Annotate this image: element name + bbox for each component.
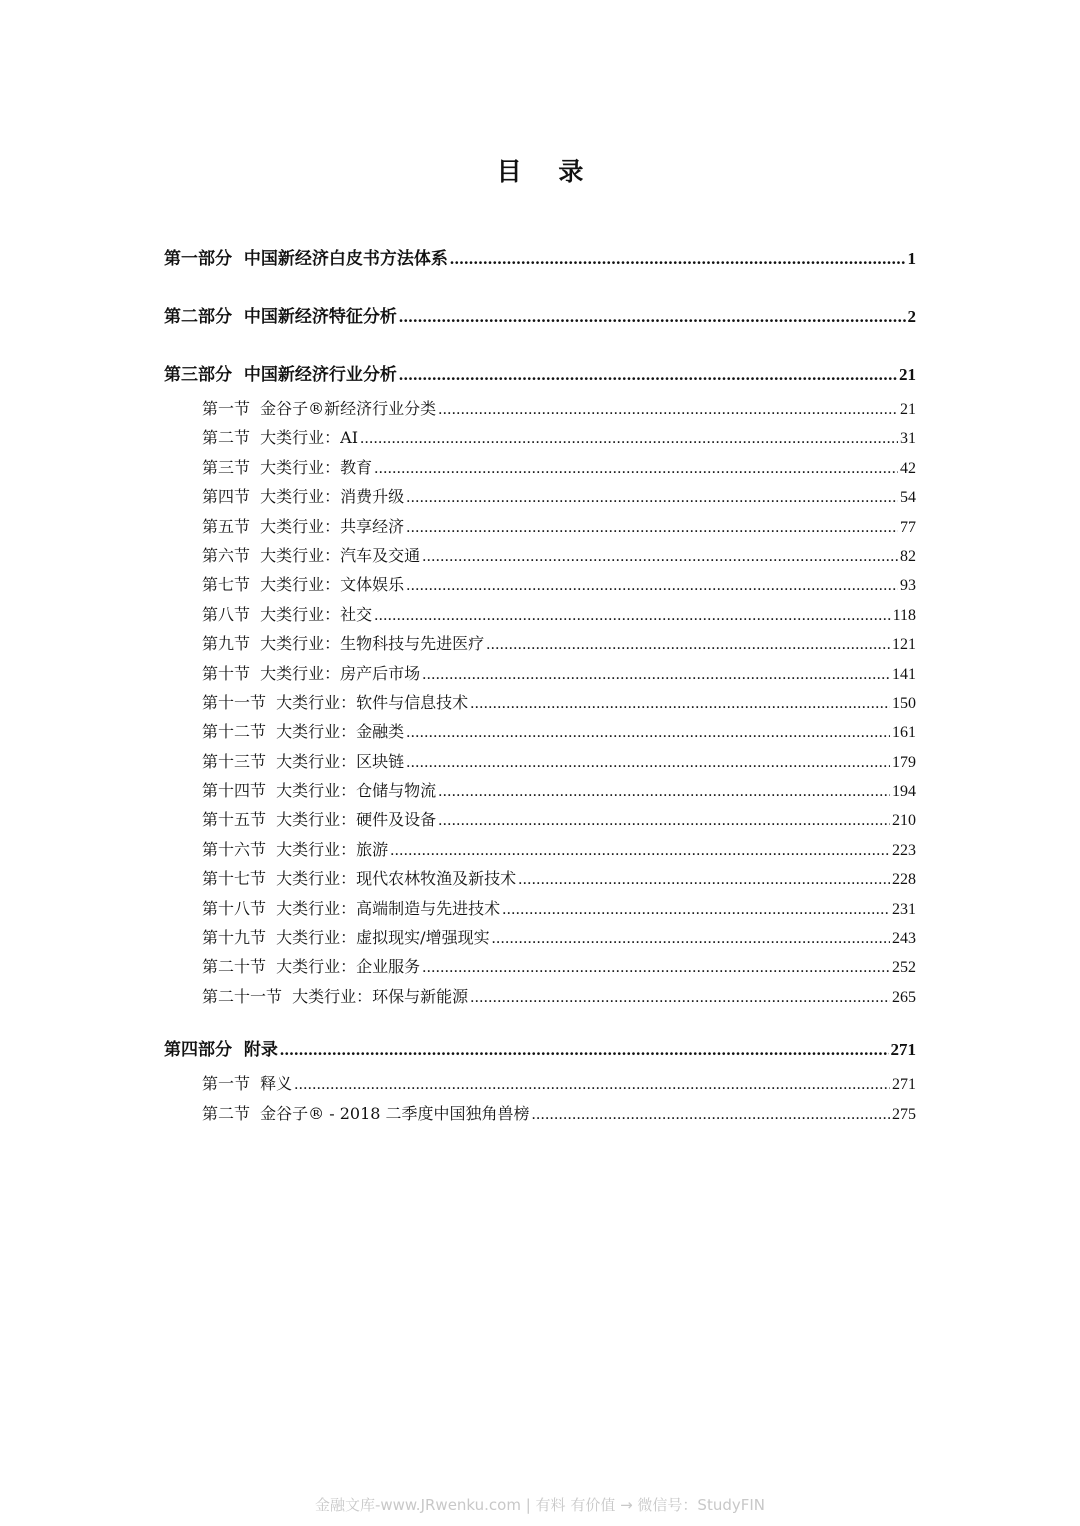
toc-page-number: 243 <box>892 930 916 948</box>
toc-section-label: 第十节 大类行业：房产后市场 <box>202 663 421 683</box>
toc-page-number: 231 <box>892 900 916 918</box>
dot-leader <box>406 718 890 747</box>
toc-page-number: 223 <box>892 841 916 859</box>
toc-page-number: 179 <box>892 753 916 771</box>
toc-section-label: 第十四节 大类行业：仓储与物流 <box>202 781 437 801</box>
dot-leader <box>280 1031 889 1069</box>
toc-section-label: 第九节 大类行业：生物科技与先进医疗 <box>202 634 485 654</box>
toc-section-label: 第五节 大类行业：共享经济 <box>202 516 405 536</box>
toc-section[interactable] <box>164 659 916 688</box>
toc-section[interactable] <box>164 747 916 776</box>
toc-page-number: 265 <box>892 988 916 1006</box>
dot-leader <box>406 748 890 777</box>
toc-section[interactable] <box>164 1069 916 1098</box>
toc-section[interactable] <box>164 394 916 423</box>
dot-leader <box>406 483 898 512</box>
toc-section-label: 第四节 大类行业：消费升级 <box>202 487 405 507</box>
toc-part-label: 第一部分 中国新经济白皮书方法体系 <box>164 249 448 269</box>
toc-section-label: 第二十节 大类行业：企业服务 <box>202 957 421 977</box>
toc-section[interactable] <box>164 894 916 923</box>
toc-page-number: 252 <box>892 959 916 977</box>
dot-leader <box>360 424 898 453</box>
dot-leader <box>422 953 890 982</box>
toc-part-label: 第三部分 中国新经济行业分析 <box>164 365 397 385</box>
toc-page-number: 161 <box>892 724 916 742</box>
dot-leader <box>438 806 890 835</box>
toc-section-label: 第十五节 大类行业：硬件及设备 <box>202 810 437 830</box>
dot-leader <box>422 660 890 689</box>
toc-section[interactable] <box>164 835 916 864</box>
dot-leader <box>470 983 890 1012</box>
toc-page-number: 2 <box>907 307 916 326</box>
toc-section-label: 第一节 释义 <box>202 1074 293 1094</box>
toc-page-number: 141 <box>892 665 916 683</box>
toc-page-number: 54 <box>900 489 916 507</box>
toc-section[interactable] <box>164 600 916 629</box>
toc-section[interactable] <box>164 717 916 746</box>
toc-page-number: 21 <box>900 401 916 418</box>
dot-leader <box>518 865 890 894</box>
toc-part-label: 第四部分 附录 <box>164 1040 278 1061</box>
toc-section-label: 第十九节 大类行业：虚拟现实/增强现实 <box>202 928 490 948</box>
toc-page-number: 93 <box>900 577 916 595</box>
dot-leader <box>374 454 898 483</box>
toc-section-label: 第二节 金谷子® - 2018 二季度中国独角兽榜 <box>202 1103 530 1123</box>
toc-section-label: 第七节 大类行业：文体娱乐 <box>202 575 405 595</box>
toc-page-number: 121 <box>892 636 916 654</box>
dot-leader <box>470 689 890 718</box>
toc-section[interactable] <box>164 982 916 1011</box>
toc-section[interactable] <box>164 512 916 541</box>
toc-part-label: 第二部分 中国新经济特征分析 <box>164 307 397 327</box>
toc-section[interactable] <box>164 541 916 570</box>
toc-section-label: 第二十一节 大类行业：环保与新能源 <box>202 986 469 1006</box>
toc-section-label: 第三节 大类行业：教育 <box>202 457 373 477</box>
dot-leader <box>502 895 890 924</box>
toc-part-2[interactable] <box>164 298 916 336</box>
toc-section[interactable] <box>164 923 916 952</box>
toc-section-label: 第十六节 大类行业：旅游 <box>202 839 389 859</box>
toc-page-number: 42 <box>900 459 916 477</box>
dot-leader <box>399 356 897 394</box>
dot-leader <box>374 601 890 630</box>
toc-page-number: 1 <box>907 249 916 268</box>
toc-page-number: 31 <box>900 430 916 448</box>
page-title: 目 录 <box>496 157 598 186</box>
toc-section[interactable] <box>164 482 916 511</box>
dot-leader <box>406 571 898 600</box>
toc-section[interactable] <box>164 570 916 599</box>
toc-section[interactable] <box>164 688 916 717</box>
dot-leader <box>438 777 890 806</box>
toc-page-number: 194 <box>892 783 916 801</box>
toc-page-number: 275 <box>892 1105 916 1123</box>
toc-section[interactable] <box>164 1099 916 1128</box>
toc-section-label: 第一节 金谷子®新经济行业分类 <box>202 399 437 418</box>
toc-page-number: 82 <box>900 547 916 565</box>
toc-section-label: 第六节 大类行业：汽车及交通 <box>202 545 421 565</box>
toc-section[interactable] <box>164 776 916 805</box>
toc-section-label: 第十三节 大类行业：区块链 <box>202 751 405 771</box>
dot-leader <box>422 542 898 571</box>
dot-leader <box>294 1070 890 1099</box>
toc-section[interactable] <box>164 864 916 893</box>
toc-section[interactable] <box>164 423 916 452</box>
dot-leader <box>450 240 906 278</box>
toc-page-number: 150 <box>892 694 916 712</box>
toc-page-number: 210 <box>892 812 916 830</box>
toc-section[interactable] <box>164 453 916 482</box>
toc-page-number: 271 <box>892 1076 916 1094</box>
toc-section-label: 第八节 大类行业：社交 <box>202 604 373 624</box>
toc-page-number: 21 <box>899 365 916 384</box>
toc-page-number: 271 <box>890 1040 916 1060</box>
toc-page-number: 77 <box>900 518 916 536</box>
toc-section-label: 第十七节 大类行业：现代农林牧渔及新技术 <box>202 869 517 889</box>
toc-section[interactable] <box>164 629 916 658</box>
toc-part-1[interactable] <box>164 240 916 278</box>
toc-section[interactable] <box>164 805 916 834</box>
dot-leader <box>532 1100 890 1129</box>
toc-section-label: 第十二节 大类行业：金融类 <box>202 722 405 742</box>
dot-leader <box>390 836 890 865</box>
toc-section[interactable] <box>164 952 916 981</box>
dot-leader <box>492 924 890 953</box>
toc-part-3[interactable] <box>164 356 916 394</box>
footer-watermark: 金融文库-www.JRwenku.com | 有料 有价值 → 微信号：StudyFIN <box>314 1496 766 1514</box>
toc-page-number: 228 <box>892 871 916 889</box>
toc-section-label: 第十一节 大类行业：软件与信息技术 <box>202 692 469 712</box>
table-of-contents <box>164 240 916 1128</box>
dot-leader <box>438 395 898 424</box>
dot-leader <box>486 630 890 659</box>
toc-section-label: 第二节 大类行业：AI <box>202 428 359 448</box>
toc-part-4[interactable] <box>164 1031 916 1069</box>
dot-leader <box>406 513 898 542</box>
toc-section-label: 第十八节 大类行业：高端制造与先进技术 <box>202 898 501 918</box>
dot-leader <box>399 298 906 336</box>
toc-page-number: 118 <box>892 606 916 624</box>
